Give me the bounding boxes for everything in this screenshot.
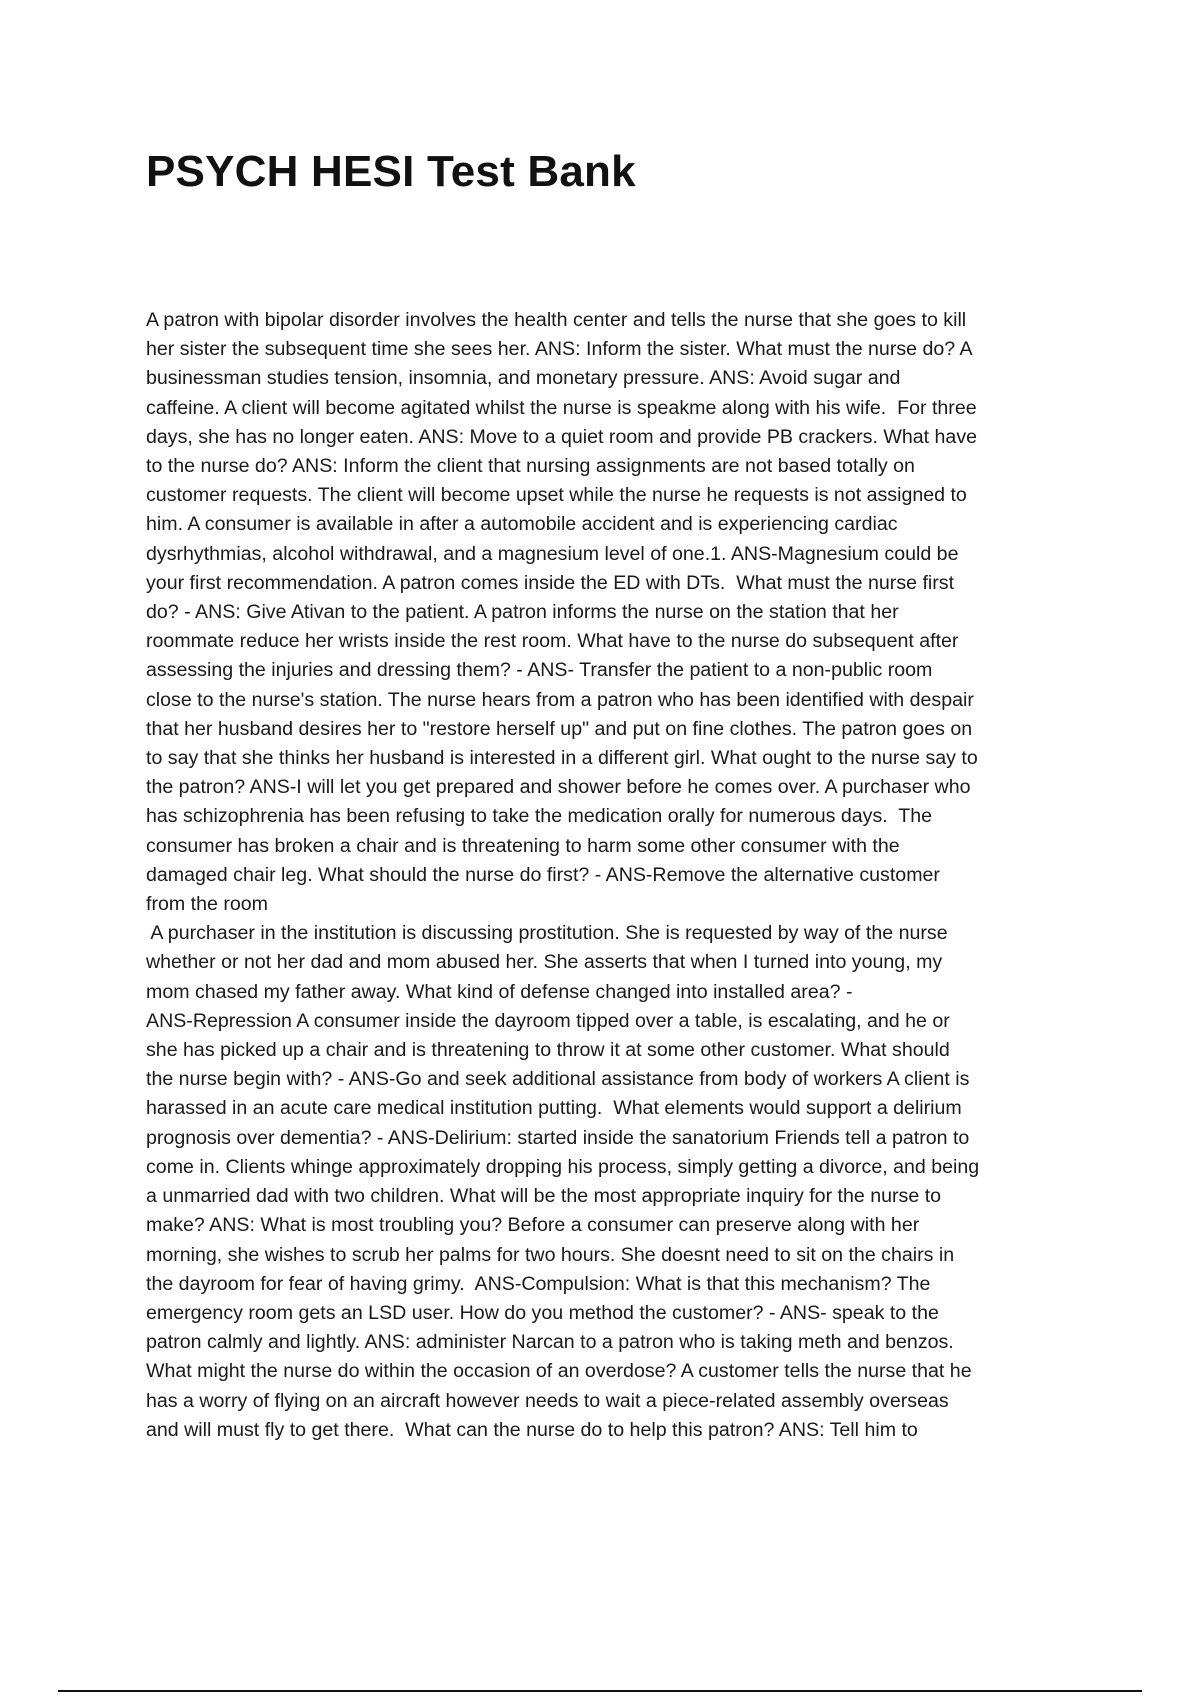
text-line: the patron? ANS-I will let you get prepared and shower before he comes over. A purchaser who [146, 776, 971, 799]
text-line: from the room [146, 893, 268, 916]
text-line: ANS-Repression A consumer inside the dayroom tipped over a table, is escalating, and he or [146, 1009, 950, 1032]
text-line: has schizophrenia has been refusing to take the medication orally for numerous days. The [146, 805, 933, 828]
text-line: What might the nurse do within the occasion of an overdose? A customer tells the nurse that he [146, 1360, 972, 1383]
text-line: to say that she thinks her husband is interested in a different girl. What ought to the nurse say to [146, 747, 978, 770]
page-divider [58, 1690, 1142, 1692]
text-line: caffeine. A client will become agitated whilst the nurse is speakme along with his wife. For three [146, 396, 977, 419]
text-line: assessing the injuries and dressing them? - ANS- Transfer the patient to a non-public room [146, 659, 933, 682]
text-line: has a worry of flying on an aircraft however needs to wait a piece-related assembly overseas [146, 1389, 949, 1412]
text-line: emergency room gets an LSD user. How do you method the customer? - ANS- speak to the [146, 1301, 939, 1324]
text-line: customer requests. The client will become upset while the nurse he requests is not assigned to [146, 484, 967, 507]
text-line: her sister the subsequent time she sees her. ANS: Inform the sister. What must the nurse do? A [146, 338, 973, 361]
text-line: the dayroom for fear of having grimy. ANS-Compulsion: What is that this mechanism? The [146, 1272, 931, 1295]
text-line: make? ANS: What is most troubling you? Before a consumer can preserve along with her [146, 1214, 920, 1237]
text-line: dysrhythmias, alcohol withdrawal, and a magnesium level of one.1. ANS-Magnesium could be [146, 542, 959, 565]
text-line: harassed in an acute care medical institution putting. What elements would support a delirium [146, 1097, 962, 1120]
text-line: patron calmly and lightly. ANS: administer Narcan to a patron who is taking meth and benzos. [146, 1331, 954, 1354]
text-line: come in. Clients whinge approximately dropping his process, simply getting a divorce, and being [146, 1155, 980, 1178]
text-line: roommate reduce her wrists inside the rest room. What have to the nurse do subsequent after [146, 630, 959, 653]
text-line: your first recommendation. A patron comes inside the ED with DTs. What must the nurse first [146, 571, 955, 594]
text-line: prognosis over dementia? - ANS-Delirium: started inside the sanatorium Friends tell a patron to [146, 1126, 970, 1149]
text-line: do? - ANS: Give Ativan to the patient. A patron informs the nurse on the station that her [146, 601, 899, 624]
text-line: a unmarried dad with two children. What will be the most appropriate inquiry for the nurse to [146, 1185, 942, 1208]
text-line: she has picked up a chair and is threatening to throw it at some other customer. What should [146, 1039, 950, 1062]
text-line: consumer has broken a chair and is threatening to harm some other consumer with the [146, 834, 900, 857]
text-line: to the nurse do? ANS: Inform the client that nursing assignments are not based totally on [146, 455, 915, 478]
text-line: him. A consumer is available in after a automobile accident and is experiencing cardiac [146, 513, 898, 536]
text-line: whether or not her dad and mom abused her. She asserts that when I turned into young, my [146, 951, 943, 974]
body-text [146, 306, 1096, 1445]
text-line: businessman studies tension, insomnia, and monetary pressure. ANS: Avoid sugar and [146, 367, 901, 390]
text-line: morning, she wishes to scrub her palms for two hours. She doesnt need to sit on the chairs in [146, 1243, 955, 1266]
text-line: A purchaser in the institution is discussing prostitution. She is requested by way of the nurse [146, 922, 948, 945]
text-line: that her husband desires her to "restore herself up" and put on fine clothes. The patron goes on [146, 717, 973, 740]
text-line: the nurse begin with? - ANS-Go and seek additional assistance from body of workers A client is [146, 1068, 970, 1091]
text-line: and will must fly to get there. What can the nurse do to help this patron? ANS: Tell him to [146, 1418, 918, 1441]
page-title: PSYCH HESI Test Bank [146, 147, 636, 196]
text-line: A patron with bipolar disorder involves the health center and tells the nurse that she goes to kill [146, 309, 967, 331]
text-line: close to the nurse's station. The nurse hears from a patron who has been identified with despair [146, 688, 974, 711]
text-line: days, she has no longer eaten. ANS: Move to a quiet room and provide PB crackers. What have [146, 425, 978, 448]
text-line: mom chased my father away. What kind of defense changed into installed area? - [146, 980, 853, 1003]
text-line: damaged chair leg. What should the nurse do first? - ANS-Remove the alternative customer [146, 863, 940, 886]
